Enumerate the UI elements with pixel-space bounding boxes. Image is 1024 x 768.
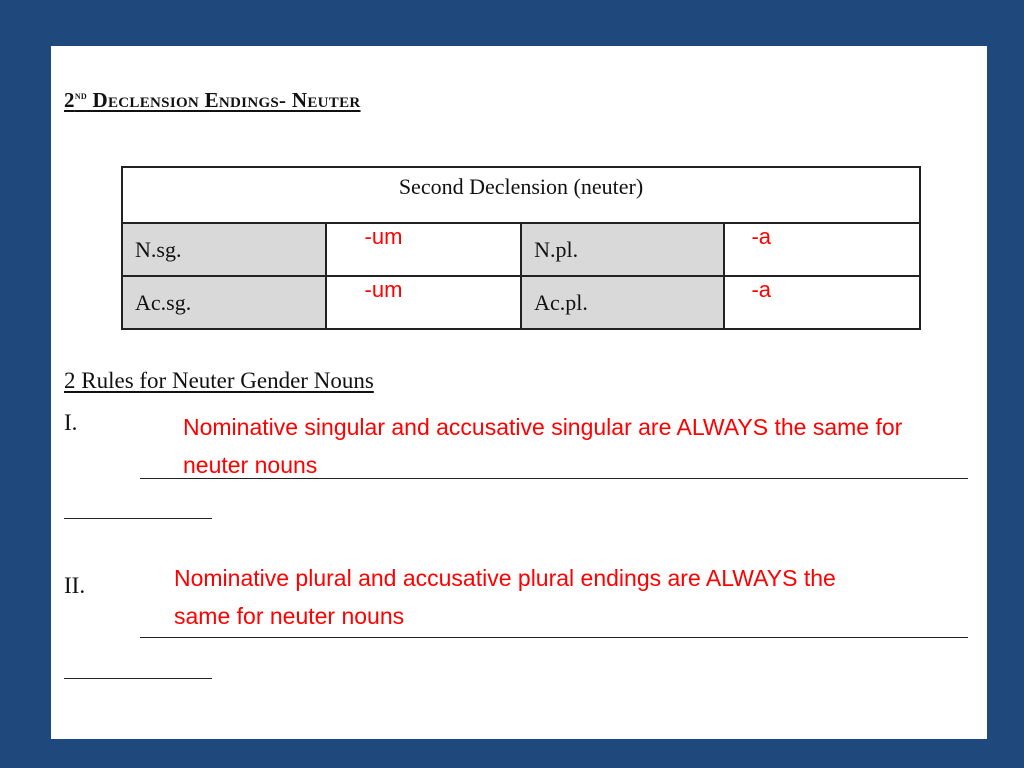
answer-line-1-continuation: [64, 518, 212, 519]
ending-nominative-plural: -a: [751, 224, 771, 249]
answer-line-2-continuation: [64, 678, 212, 679]
slide-title: [64, 88, 361, 113]
table-caption-row: [122, 167, 920, 223]
table-row: [122, 223, 920, 276]
table-row: [122, 276, 920, 329]
title-text: Declension Endings- Neuter: [92, 88, 361, 112]
ending-nominative-singular: -um: [364, 224, 403, 249]
title-superscript: nd: [74, 90, 87, 102]
rule-answer-2: Nominative plural and accusative plural endings are ALWAYS the same for neuter nouns: [174, 565, 836, 629]
rule-numeral-1: I.: [64, 410, 78, 435]
case-label-accusative-plural: Ac.pl.: [521, 276, 724, 329]
answer-line-2: [140, 637, 968, 638]
ending-cell: [724, 276, 920, 329]
case-label-nominative-singular: N.sg.: [122, 223, 326, 276]
rule-numeral-2: II.: [64, 573, 86, 598]
title-number: 2: [64, 88, 75, 112]
ending-accusative-plural: -a: [751, 277, 771, 302]
ending-accusative-singular: -um: [364, 277, 403, 302]
answer-line-1: [140, 478, 968, 479]
case-label-nominative-plural: N.pl.: [521, 223, 724, 276]
ending-cell: [326, 276, 522, 329]
table-caption: Second Declension (neuter): [122, 167, 920, 223]
rules-heading: 2 Rules for Neuter Gender Nouns: [64, 368, 374, 393]
ending-cell: [724, 223, 920, 276]
ending-cell: [326, 223, 522, 276]
slide: [51, 46, 987, 739]
declension-table: [121, 166, 921, 330]
rule-answer-1: Nominative singular and accusative singular are ALWAYS the same for neuter nouns: [183, 414, 903, 478]
case-label-accusative-singular: Ac.sg.: [122, 276, 326, 329]
